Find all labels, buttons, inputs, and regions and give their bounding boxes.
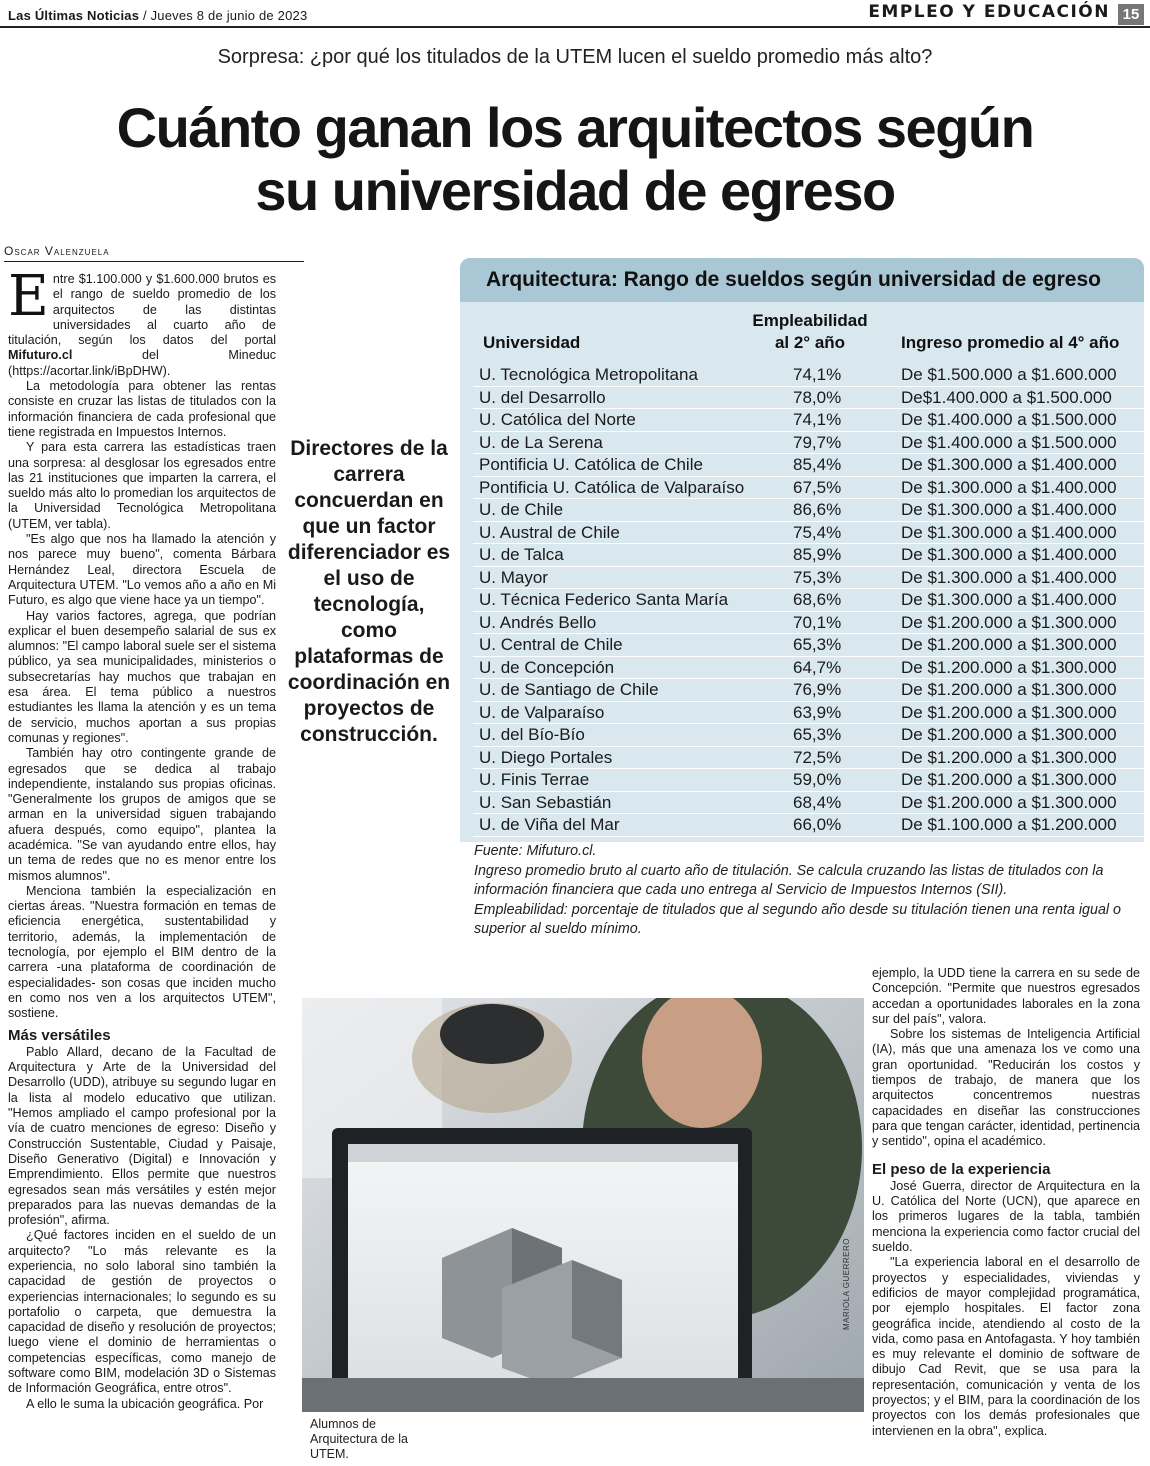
table-row	[473, 409, 1144, 432]
masthead	[8, 8, 307, 23]
cell-university: U. Católica del Norte	[479, 410, 636, 429]
section-title: EMPLEO Y EDUCACIÓN	[868, 2, 1110, 22]
link-text: Mifuturo.cl	[8, 348, 73, 363]
table-row	[473, 724, 1144, 747]
cell-employability: 72,5%	[793, 747, 842, 767]
pull-quote: Directores de la carrera concuerdan en que un factor diferenciador es el uso de tecnología, como plataformas de coordinación en proyectos de construcción.	[287, 437, 451, 746]
income-note: Ingreso promedio bruto al cuarto año de titulación. Se calcula cruzando las listas de titulados con la información financiera que cada uno entrega al Servicio de Impuestos Internos (SII).	[474, 862, 1104, 898]
photo-caption: Alumnos de Arquitectura de la UTEM.	[310, 1417, 408, 1461]
cell-income: De $1.400.000 a $1.500.000	[901, 410, 1117, 429]
paragraph: La metodología para obtener las rentas consiste en cruzar las listas de titulados con la información financiera de cada profesional que tiene registrada en Impuestos Internos.	[8, 379, 276, 439]
cell-employability: 75,4%	[793, 522, 842, 542]
paragraph: Sobre los sistemas de Inteligencia Artificial (IA), más que una amenaza los ve como una gran oportunidad. "Reducirán los costos y tiempos de trabajo, de manera que los arquitectos concentremos nuestras capacidades en diseñar las construcciones para que tengan carácter, identidad, pertinencia y sentido", opina el académico.	[872, 1027, 1140, 1149]
paragraph: ejemplo, la UDD tiene la carrera en su sede de Concepción. "Permite que nuestros egresados accedan a oportunidades laborales en la zona sur del país", valora.	[872, 966, 1140, 1026]
cell-income: De $1.300.000 a $1.400.000	[901, 477, 1117, 497]
drop-cap: E	[8, 264, 49, 329]
cell-income: De $1.200.000 a $1.300.000	[901, 702, 1117, 722]
employability-note: Empleabilidad: porcentaje de titulados que al segundo año desde su titulación tienen una renta igual o superior al sueldo mínimo.	[474, 901, 1122, 937]
cell-employability: 63,9%	[793, 702, 842, 722]
table-rows	[473, 364, 1144, 837]
issue-date: / Jueves 8 de junio de 2023	[142, 8, 308, 23]
table-row	[473, 702, 1144, 725]
paragraph: José Guerra, director de Arquitectura en la U. Católica del Norte (UCN), que aparece en los primeros lugares de la tabla, también menciona la experiencia como factor crucial del sueldo.	[872, 1178, 1140, 1255]
table-notes	[474, 842, 1134, 940]
paragraph: Pablo Allard, decano de la Facultad de Arquitectura y Arte de la Universidad del Desarrollo (UDD), atribuye su segundo lugar en la lista al modelo educativo que utilizan. "Hemos ampliado el campo profesional por la vía de cuatro menciones de egreso: Diseño y Construcción Sustentable, Ciudad y Paisaje, Diseño Generativo (Digital) e Innovación y Emprendimiento. Ellos permite que nuestros egresados sean más versátiles y estén mejor preparados para las nuevas demandas de la profesión", afirma.	[8, 1044, 276, 1228]
cell-income: De $1.300.000 a $1.400.000	[901, 545, 1117, 564]
table-row	[473, 657, 1144, 680]
paragraph-text: ntre $1.100.000 y $1.600.000 brutos es el rango de sueldo promedio de los arquitectos de las distintas universidades al cuarto año de titulación, según los datos del portal	[8, 272, 276, 348]
cell-employability: 79,7%	[793, 432, 842, 452]
column-header-line: Empleabilidad	[752, 311, 868, 330]
table-row	[473, 364, 1144, 387]
cell-income: De $1.300.000 a $1.400.000	[901, 590, 1117, 609]
cell-income: De $1.400.000 a $1.500.000	[901, 432, 1117, 452]
subheading: El peso de la experiencia	[872, 1160, 1051, 1178]
table-row	[473, 544, 1144, 567]
photo-students	[302, 998, 864, 1412]
cell-employability: 76,9%	[793, 680, 842, 699]
table-row	[473, 477, 1144, 500]
cell-university: U. Mayor	[479, 567, 548, 587]
table-row	[473, 432, 1144, 455]
cell-income: De $1.100.000 a $1.200.000	[901, 815, 1117, 834]
cell-income: De $1.300.000 a $1.400.000	[901, 567, 1117, 587]
cell-university: U. de Santiago de Chile	[479, 680, 659, 699]
cell-employability: 65,3%	[793, 725, 842, 744]
column-header-income: Ingreso promedio al 4° año	[901, 333, 1120, 352]
cell-university: U. Técnica Federico Santa María	[479, 590, 729, 609]
table-row	[473, 769, 1144, 792]
paragraph: ¿Qué factores inciden en el sueldo de un arquitecto? "Lo más relevante es la experiencia, no solo laboral sino también la capacidad de gestión de proyectos o experiencias internacionales; lo segundo es su portafolio o carpeta, que demuestra la capacidad de diseño y resolución de proyectos; luego viene el dominio de herramientas o competencias específicas, como manejo de software como BIM, modelación 3D o Sistemas de Información Geográfica, entre otros".	[8, 1228, 276, 1396]
cell-income: De $1.300.000 a $1.400.000	[901, 522, 1117, 542]
paragraph	[8, 264, 276, 379]
column-header-university: Universidad	[483, 333, 581, 352]
cell-employability: 74,1%	[793, 365, 842, 384]
cell-income: De $1.200.000 a $1.300.000	[901, 635, 1117, 654]
cell-employability: 68,6%	[793, 590, 842, 609]
cell-university: U. Austral de Chile	[479, 522, 620, 542]
paragraph: Y para esta carrera las estadísticas traen una sorpresa: al desglosar los egresados entre las 21 instituciones que imparten la carrera, el sueldo más alto lo promedian los arquitectos de la Universidad Tecnológica Metropolitana (UTEM, ver tabla).	[8, 440, 276, 531]
table-row	[473, 612, 1144, 635]
cell-university: U. Tecnológica Metropolitana	[479, 365, 698, 384]
subheading: Más versátiles	[8, 1026, 111, 1044]
article-column-1	[8, 264, 276, 1412]
cell-university: U. San Sebastián	[479, 792, 612, 812]
cell-income: De $1.200.000 a $1.300.000	[901, 725, 1117, 744]
cell-university: U. del Bío-Bío	[479, 725, 585, 744]
cell-university: U. Finis Terrae	[479, 770, 590, 789]
column-header-line: al 2° año	[774, 333, 846, 352]
cell-university: Pontificia U. Católica de Chile	[479, 455, 703, 474]
header-rule	[0, 26, 1150, 28]
cell-employability: 68,4%	[793, 792, 842, 812]
photo-illustration	[302, 998, 864, 1412]
photo-credit: MARIOLA GUERRERO	[842, 1237, 851, 1330]
cell-income: De $1.200.000 a $1.300.000	[901, 657, 1117, 677]
cell-university: U. de Chile	[479, 500, 564, 519]
paragraph: Menciona también la especialización en ciertas áreas. "Nuestra formación en temas de eficiencia energética, sustentabilidad y territorio, además, la implementación de tecnología, por ejemplo el BIM dentro de la carrera -una plataforma de coordinación de especialidades- son cosas que inciden mucho en como nos ven a los arquitectos UTEM", sostiene.	[8, 883, 276, 1021]
cell-university: Pontificia U. Católica de Valparaíso	[479, 477, 745, 497]
cell-income: De $1.200.000 a $1.300.000	[901, 770, 1117, 789]
source-note: Fuente: Mifuturo.cl.	[474, 843, 597, 859]
paragraph-text: del Mineduc (https://acortar.link/iBpDHW).	[8, 348, 276, 378]
table-title: Arquitectura: Rango de sueldos según universidad de egreso	[460, 258, 1144, 302]
article-column-3	[872, 966, 1140, 1439]
paragraph: "La experiencia laboral en el desarrollo de proyectos y especialidades, viviendas y edificios de mayor complejidad programática, por ejemplo hospitales. El factor zona geográfica incide, atendiendo al costo de la vida, como pasa en Antofagasta. Y hoy también es muy relevante el dominio de software de dibujo Cad Revit, que se usa para la representación, comunicación y venta de los proyectos; y el BIM, para la coordinación de los proyectos con los demás profesionales que intervienen en la obra", explica.	[872, 1255, 1140, 1438]
cell-university: U. del Desarrollo	[479, 387, 606, 407]
cell-income: De $1.200.000 a $1.300.000	[901, 747, 1117, 767]
table-row	[473, 499, 1144, 522]
table-row	[473, 454, 1144, 477]
page-number: 15	[1118, 4, 1144, 25]
cell-employability: 75,3%	[793, 567, 842, 587]
table-row	[473, 589, 1144, 612]
table-row	[473, 792, 1144, 815]
paragraph: También hay otro contingente grande de egresados que se dedica al trabajo independiente, instalando sus propias oficinas. "Generalmente los grupos de amigos que se arman en la universidad siguen trabajando afuera después, como equipo", plantea la académica. "Se van ayudando entre ellos, hay un tema de redes que no es menor entre los mismos alumnos".	[8, 746, 276, 883]
cell-employability: 85,4%	[793, 455, 842, 474]
cell-income: De $1.300.000 a $1.400.000	[901, 500, 1117, 519]
cell-employability: 59,0%	[793, 770, 842, 789]
cell-employability: 85,9%	[793, 545, 842, 564]
table-row	[473, 814, 1144, 837]
cell-university: U. Andrés Bello	[479, 612, 597, 632]
cell-university: U. de Viña del Mar	[479, 815, 620, 834]
column-header-employability	[740, 310, 880, 354]
table-row	[473, 679, 1144, 702]
paragraph: Hay varios factores, agrega, que podrían explicar el buen desempeño salarial de sus ex alumnos: "El campo laboral suele ser el sistema público, ya sea municipalidades, ministerios o subsecretarías hay muchos que trabajan en esa área. El tema público a nuestros estudiantes les llama la atención y es un tema de servicio, muchos aportan a sus propias comunas y regiones".	[8, 608, 276, 745]
cell-income: De $1.300.000 a $1.400.000	[901, 455, 1117, 474]
cell-employability: 65,3%	[793, 635, 842, 654]
paragraph: "Es algo que nos ha llamado la atención y nos parece muy bueno", comenta Bárbara Hernández Leal, directora Escuela de Arquitectura UTEM. "Lo vemos año a año en Mi Futuro, es algo que viene hace ya un tiempo".	[8, 532, 276, 608]
kicker: Sorpresa: ¿por qué los titulados de la UTEM lucen el sueldo promedio más alto?	[217, 46, 933, 68]
table-row	[473, 387, 1144, 410]
byline: Oscar Valenzuela	[4, 244, 304, 262]
cell-university: U. de Valparaíso	[479, 702, 605, 722]
cell-income: De $1.200.000 a $1.300.000	[901, 680, 1117, 699]
table-row	[473, 634, 1144, 657]
cell-employability: 64,7%	[793, 657, 842, 677]
cell-employability: 66,0%	[793, 815, 842, 834]
table-row	[473, 567, 1144, 590]
cell-income: De $1.200.000 a $1.300.000	[901, 612, 1117, 632]
cell-employability: 74,1%	[793, 410, 842, 429]
cell-university: U. Diego Portales	[479, 747, 613, 767]
cell-university: U. de Concepción	[479, 657, 615, 677]
table-row	[473, 747, 1144, 770]
cell-employability: 86,6%	[793, 500, 842, 519]
headline-line-1: Cuánto ganan los arquitectos según	[116, 96, 1034, 159]
cell-university: U. de Talca	[479, 545, 564, 564]
cell-income: De $1.500.000 a $1.600.000	[901, 365, 1117, 384]
table-row	[473, 522, 1144, 545]
paper-name: Las Últimas Noticias	[8, 8, 140, 23]
cell-employability: 70,1%	[793, 612, 842, 632]
cell-employability: 67,5%	[793, 477, 842, 497]
cell-university: U. Central de Chile	[479, 635, 623, 654]
cell-employability: 78,0%	[793, 387, 842, 407]
cell-income: De$1.400.000 a $1.500.000	[901, 387, 1112, 407]
headline	[0, 96, 1150, 222]
cell-university: U. de La Serena	[479, 432, 603, 452]
paragraph: A ello le suma la ubicación geográfica. Por	[26, 1396, 264, 1411]
headline-line-2: su universidad de egreso	[255, 159, 895, 222]
cell-income: De $1.200.000 a $1.300.000	[901, 792, 1117, 812]
